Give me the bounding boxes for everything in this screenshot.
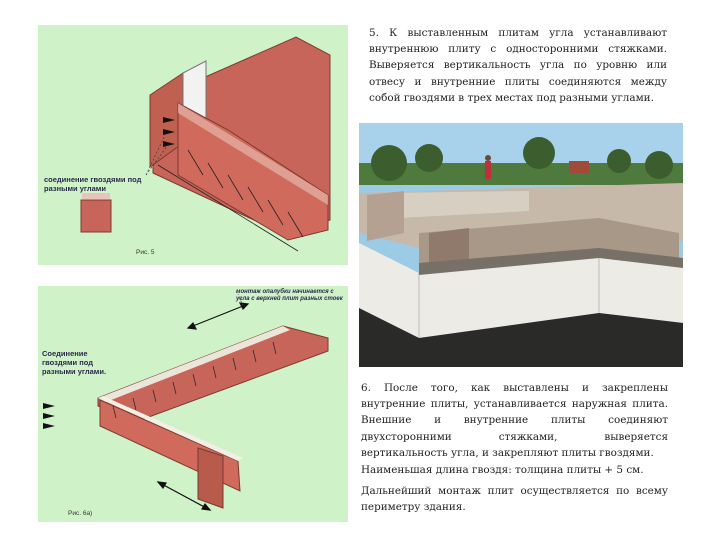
- arrow-icon: [43, 403, 55, 429]
- photo-illustration: [359, 123, 683, 367]
- figure-6-callout-left: Соединение гвоздями под разными углами.: [42, 349, 107, 376]
- figure-5-callout: соединение гвоздями под разными углами: [44, 175, 142, 193]
- figure-5-label: Рис. 5: [136, 249, 155, 256]
- construction-photo: [359, 123, 683, 367]
- figure-5-illustration: [38, 25, 348, 265]
- figure-6-label: Рис. 6а): [68, 510, 93, 517]
- figure-5-panel: [38, 25, 348, 265]
- wall-long: [98, 326, 328, 421]
- step-6-text: 6. После того, как выставлены и закреплены внутренние плиты, устанавливается наружная плита. Внешние и внутренние плиты соединяют двухсторонними стяжками, выверяется вертикальность угла, и закрепляют плиты гвоздями.: [361, 382, 668, 459]
- figure-6-illustration: [38, 286, 348, 522]
- continue-text: Дальнейший монтаж плит осуществляется по всему периметру здания.: [361, 485, 668, 514]
- nail-length-text: Наименьшая длина гвоздя: толщина плиты + 5 см.: [361, 464, 644, 476]
- wall-front: [198, 448, 223, 508]
- step-5-text: 5. К выставленным плитам угла устанавливают внутреннюю плиту с односторонними стяжками. Выверяется вертикальность угла по уровню или отвесу и внутренние плиты соединяются между собой гвоздями в трех местах под разными углами.: [369, 27, 667, 104]
- figure-6-panel: [38, 286, 348, 522]
- figure-6-callout-top: монтаж опалубки начинается с угла с верхней плит разных стоек: [236, 289, 343, 302]
- brick-sample: [81, 200, 111, 232]
